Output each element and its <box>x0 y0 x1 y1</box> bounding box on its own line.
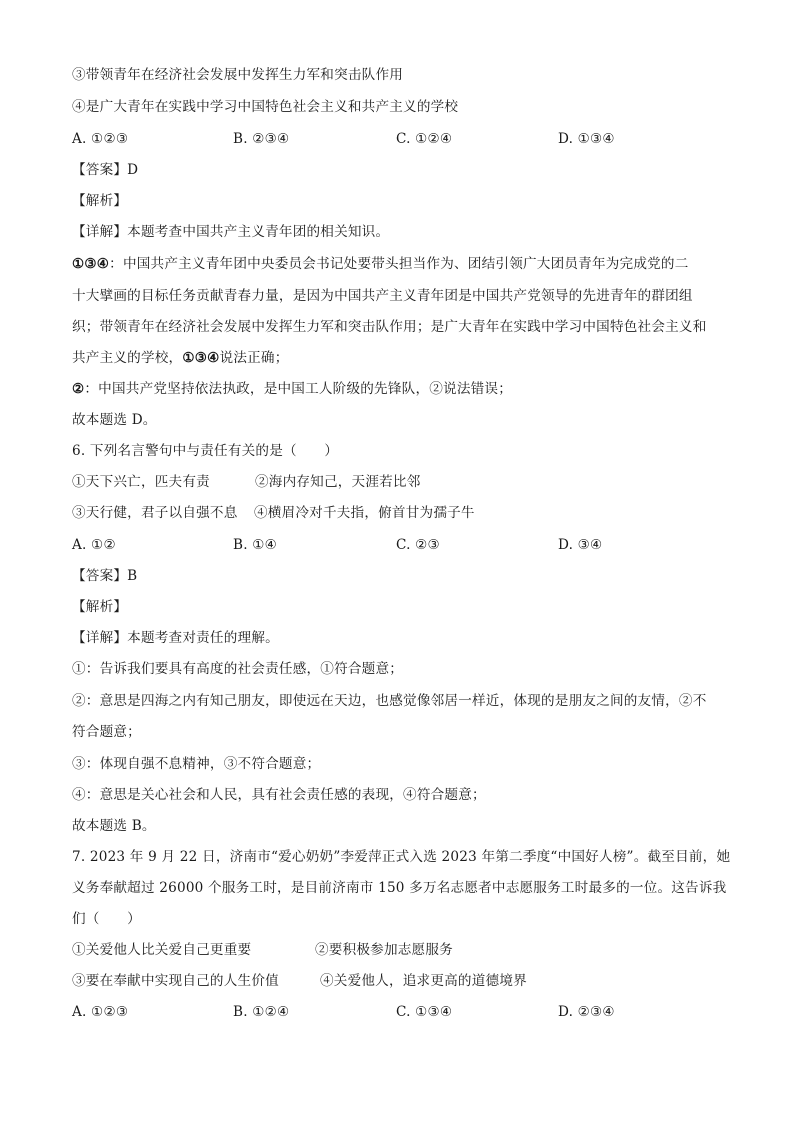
q5-option-c: C. ①②④ <box>396 131 453 147</box>
q6-explanation-line: ①：告诉我们要具有高度的社会责任感，①符合题意； <box>72 661 404 677</box>
q6-answer: 【答案】B <box>72 568 138 584</box>
q7-item-2: ②要积极参加志愿服务 <box>315 942 453 958</box>
q6-item-1: ①天下兴亡，匹夫有责 <box>72 474 210 490</box>
q7-option-d: D. ②③④ <box>558 1004 615 1020</box>
q6-conclusion: 故本题选 B。 <box>72 818 156 834</box>
q6-option-b: B. ①④ <box>233 537 278 553</box>
q6-stem: 6. 下列名言警句中与责任有关的是（ ） <box>72 443 339 459</box>
q6-explanation-line: ③：体现自强不息精神，③不符合题意； <box>72 756 321 772</box>
q6-item-3: ③天行健，君子以自强不息 <box>72 505 238 521</box>
q5-explanation-line <box>72 348 722 368</box>
q7-option-b: B. ①②④ <box>233 1004 290 1020</box>
q6-explanation-line: ④：意思是关心社会和人民，具有社会责任感的表现，④符合题意； <box>72 787 486 803</box>
q5-explanation-text: 说法错误； <box>443 381 512 397</box>
q7-stem-line: 们（ ） <box>72 911 141 927</box>
q6-detail: 【详解】本题考查对责任的理解。 <box>72 630 279 646</box>
q5-explanation-line: 织；带领青年在经济社会发展中发挥生力军和突击队作用；是广大青年在实践中学习中国特色社会主义和 <box>72 319 707 335</box>
q7-item-4: ④关爱他人，追求更高的道德境界 <box>320 973 527 989</box>
q6-analysis-heading: 【解析】 <box>72 599 128 615</box>
q5-option-a: A. ①②③ <box>72 131 129 147</box>
q5-conclusion: 故本题选 D。 <box>72 412 157 428</box>
q5-detail: 【详解】本题考查中国共产主义青年团的相关知识。 <box>72 224 390 240</box>
q6-item-2: ②海内存知己，天涯若比邻 <box>255 474 421 490</box>
q7-item-3: ③要在奉献中实现自己的人生价值 <box>72 973 279 989</box>
q7-item-1: ①关爱他人比关爱自己更重要 <box>72 942 252 958</box>
q6-option-d: D. ③④ <box>558 537 603 553</box>
q6-explanation-line: ②：意思是四海之内有知己朋友，即使远在天边，也感觉像邻居一样近，体现的是朋友之间的友情，②不 <box>72 693 707 709</box>
q7-stem-line: 义务奉献超过 26000 个服务工时，是目前济南市 150 多万名志愿者中志愿服务工时最多的一位。这告诉我 <box>72 880 727 896</box>
q5-explanation-line: 十大擘画的目标任务贡献青春力量，是因为中国共产主义青年团是中国共产党领导的先进青年的群团组 <box>72 288 693 304</box>
q5-analysis-heading: 【解析】 <box>72 193 128 209</box>
q5-option-b: B. ②③④ <box>233 131 290 147</box>
q5-item-3: ③带领青年在经济社会发展中发挥生力军和突击队作用 <box>72 67 404 83</box>
q5-item-4: ④是广大青年在实践中学习中国特色社会主义和共产主义的学校 <box>72 99 459 115</box>
q5-explanation-text: 共产主义的学校， <box>72 350 183 366</box>
q5-answer: 【答案】D <box>72 162 139 178</box>
q6-item-4: ④横眉冷对千夫指，俯首甘为孺子牛 <box>254 505 475 521</box>
q6-explanation-line: 符合题意； <box>72 724 141 740</box>
q5-explanation-lead: ② <box>72 381 85 397</box>
q5-explanation-text: ：中国共产党坚持依法执政，是中国工人阶级的先锋队， <box>84 381 430 397</box>
q5-explanation-text: 说法正确； <box>219 350 289 366</box>
q5-explanation-text: ：中国共产主义青年团中央委员会书记处要带头担当作为、团结引领广大团员青年为完成党的二 <box>109 256 689 272</box>
q6-option-c: C. ②③ <box>396 537 440 553</box>
q5-option-d: D. ①③④ <box>558 131 615 147</box>
q7-option-c: C. ①③④ <box>396 1004 453 1020</box>
q5-explanation-line <box>72 254 722 274</box>
q5-explanation-lead: ①③④ <box>182 350 220 366</box>
q6-option-a: A. ①② <box>72 537 116 553</box>
q7-option-a: A. ①②③ <box>72 1004 129 1020</box>
q5-explanation-lead: ② <box>429 381 444 397</box>
q7-stem-line: 7. 2023 年 9 月 22 日，济南市“爱心奶奶”李爱萍正式入选 2023 年第二季度“中国好人榜”。截至目前，她 <box>72 849 731 865</box>
q5-explanation-line <box>72 379 722 399</box>
q5-explanation-lead: ①③④ <box>72 256 110 272</box>
